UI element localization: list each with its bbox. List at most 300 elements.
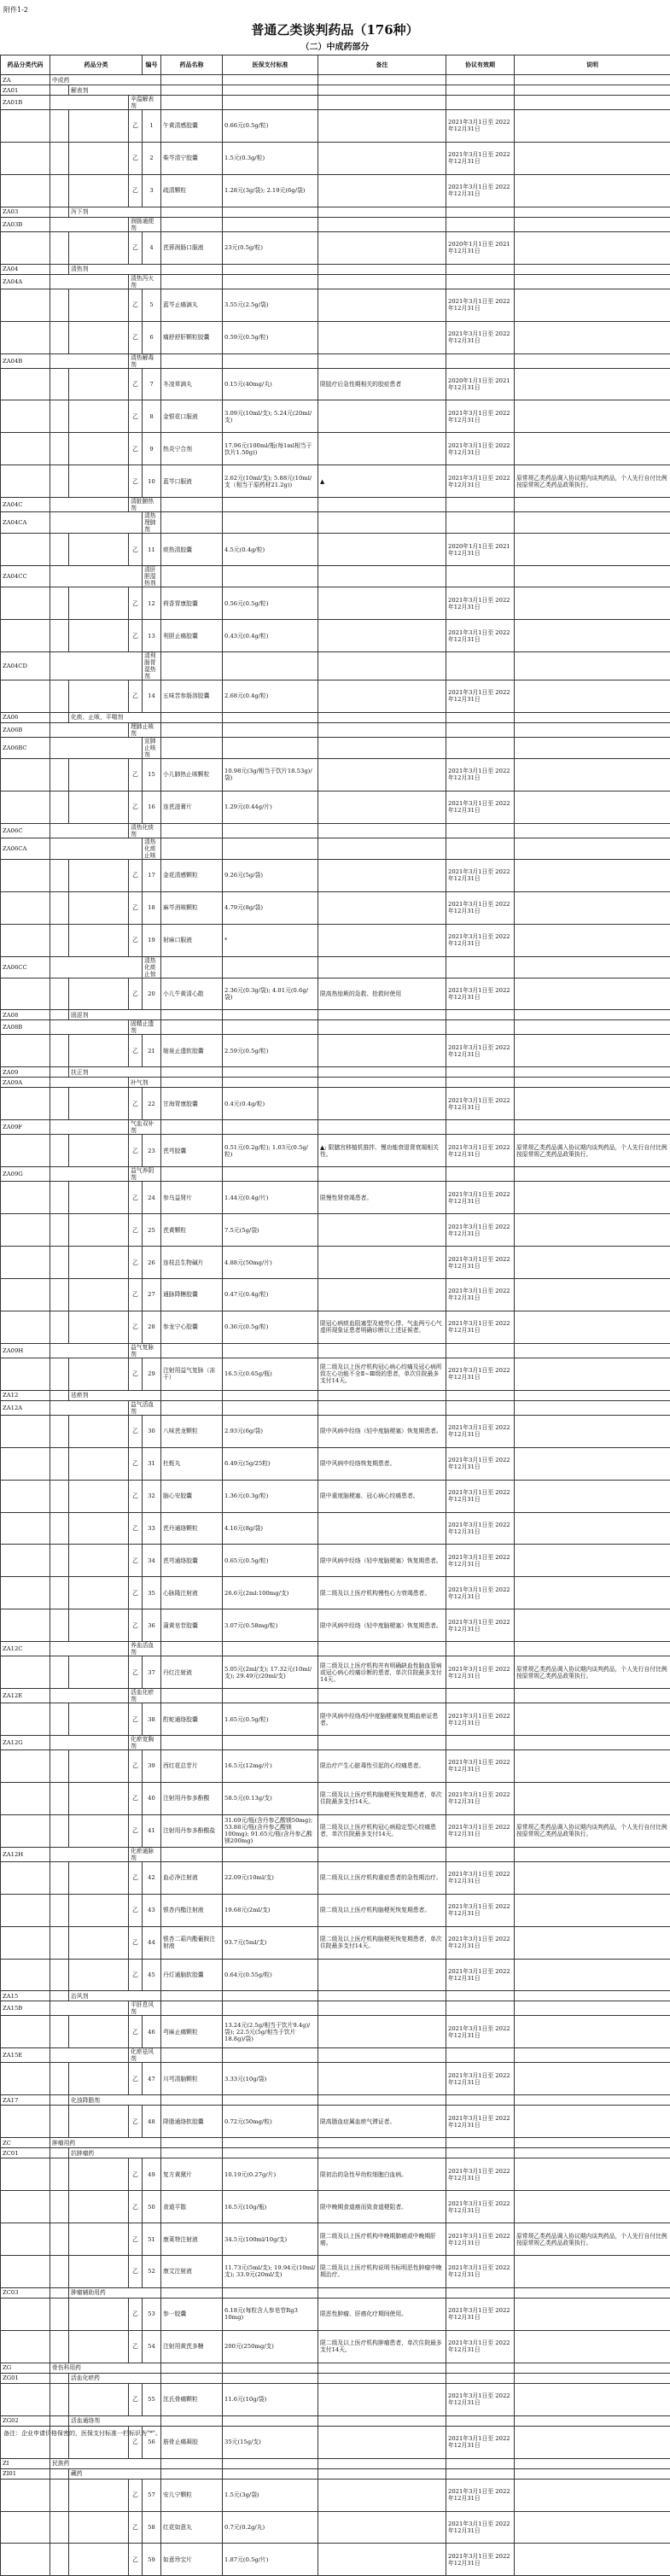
table-cell xyxy=(318,274,446,289)
table-cell: 清热剂 xyxy=(69,264,161,274)
table-cell: 限二级及以上医疗机构慢性心力衰竭患者。 xyxy=(318,1577,446,1609)
table-cell: ZA12C xyxy=(1,1642,50,1656)
table-cell: ZA01B xyxy=(1,96,50,110)
table-cell: 芪芎胶囊 xyxy=(161,1135,223,1167)
table-cell xyxy=(69,1447,129,1480)
table-cell: 清热泻火剂 xyxy=(129,274,161,289)
table-cell xyxy=(223,75,318,85)
table-cell xyxy=(318,956,446,978)
table-cell: 乙 xyxy=(129,321,143,353)
table-cell: ZA08 xyxy=(1,1010,50,1020)
table-cell xyxy=(515,1926,670,1959)
table-cell xyxy=(69,1703,129,1736)
table-row xyxy=(1,1167,670,1182)
table-cell xyxy=(446,75,515,85)
table-row xyxy=(1,1609,670,1642)
table-cell: 31 xyxy=(143,1447,161,1480)
table-cell: 原常规乙类药品调入协议期内谈判药品，个人先行自付比例按原常规乙类药品政策执行。 xyxy=(515,1135,670,1167)
table-cell: 乙 xyxy=(129,110,143,143)
table-cell xyxy=(446,1067,515,1078)
table-cell: 27 xyxy=(143,1278,161,1311)
table-row xyxy=(1,2191,670,2223)
table-cell: 食道平散 xyxy=(161,2191,223,2223)
table-cell xyxy=(318,2287,446,2298)
table-cell xyxy=(1,110,50,143)
table-cell xyxy=(515,1247,670,1279)
table-cell: 乙 xyxy=(129,1782,143,1814)
table-cell xyxy=(69,2191,129,2223)
table-cell: 血必净注射液 xyxy=(161,1861,223,1894)
table-cell: 49 xyxy=(143,2158,161,2191)
table-row xyxy=(1,1814,670,1847)
table-cell xyxy=(515,1400,670,1415)
table-cell xyxy=(69,1088,129,1120)
table-cell: 益气复脉剂 xyxy=(129,1343,161,1358)
table-cell: 乙 xyxy=(129,680,143,712)
table-cell xyxy=(50,1480,69,1512)
table-cell: 清热理肺剂 xyxy=(143,512,161,534)
table-cell xyxy=(318,722,446,737)
table-cell xyxy=(318,1067,446,1078)
table-cell xyxy=(161,566,223,587)
header-remark: 备注 xyxy=(318,55,446,75)
table-cell: 乙 xyxy=(129,465,143,498)
table-cell xyxy=(1,1750,50,1783)
table-cell xyxy=(1,465,50,498)
table-cell xyxy=(69,2544,129,2576)
table-cell: 限冠心病痰血阻塞型及疲劳心悸、气血两亏心气虚所现象证患者明确诊断以上述证候者。 xyxy=(318,1311,446,1343)
table-cell xyxy=(69,1135,129,1167)
table-cell xyxy=(515,1577,670,1609)
table-cell xyxy=(223,2287,318,2298)
table-row xyxy=(1,722,670,737)
table-cell xyxy=(223,956,318,978)
table-cell: 2021年3月1日至 2022年12月31日 xyxy=(446,289,515,321)
table-cell xyxy=(318,289,446,321)
table-cell xyxy=(50,1991,69,2001)
table-row xyxy=(1,2468,670,2479)
table-cell xyxy=(318,891,446,924)
table-cell xyxy=(1,978,50,1010)
table-cell: 金花清感颗粒 xyxy=(161,859,223,891)
table-cell xyxy=(1,2063,50,2095)
table-cell xyxy=(515,2544,670,2576)
table-cell: 原常规乙类药品调入协议期内谈判药品，个人先行自付比例按原常规乙类药品政策执行。 xyxy=(515,1656,670,1689)
table-cell: 乙 xyxy=(129,1959,143,1991)
table-cell: 清热化痰止惊 xyxy=(143,956,161,978)
header-number: 编号 xyxy=(143,55,161,75)
table-cell xyxy=(50,1847,129,1861)
table-row xyxy=(1,207,670,217)
table-cell xyxy=(515,2158,670,2191)
table-cell: 59 xyxy=(143,2544,161,2576)
table-cell xyxy=(318,1167,446,1182)
table-cell: 限中重度脑梗塞、冠心病心绞痛患者。 xyxy=(318,1480,446,1512)
table-cell xyxy=(223,1078,318,1088)
table-cell: 限二级及以上医疗机构中晚期肺癌或中晚期肝癌。 xyxy=(318,2223,446,2256)
table-cell: 7.5元(5g/袋) xyxy=(223,1214,318,1247)
table-cell xyxy=(515,2148,670,2158)
table-cell xyxy=(161,1642,223,1656)
table-cell: 连芪滋膏片 xyxy=(161,791,223,823)
table-cell xyxy=(1,1358,50,1390)
table-cell: 乙 xyxy=(129,534,143,566)
table-cell xyxy=(50,2106,69,2138)
table-cell: ZA06CA xyxy=(1,838,50,859)
table-cell xyxy=(318,859,446,891)
table-cell: 2021年3月1日至 2022年12月31日 xyxy=(446,859,515,891)
table-cell: 5 xyxy=(143,289,161,321)
table-cell xyxy=(515,142,670,174)
table-cell: 2.68元(0.4g/粒) xyxy=(223,680,318,712)
table-cell xyxy=(446,2048,515,2063)
table-cell: 限二级及以上医疗机构冠心病心绞痛及冠心病所致左心功能不全Ⅱ~Ⅲ级的患者，单次住院最多支付14天。 xyxy=(318,1358,446,1390)
table-cell: 0.59元(0.5g/粒) xyxy=(223,321,318,353)
table-cell xyxy=(223,1020,318,1035)
table-cell xyxy=(446,2363,515,2373)
table-cell xyxy=(69,2106,129,2138)
table-cell xyxy=(50,1020,129,1035)
table-cell: 35元(15g/支) xyxy=(223,2426,318,2458)
table-cell xyxy=(1,587,50,620)
table-cell: ZA06 xyxy=(1,712,50,722)
table-cell xyxy=(1,142,50,174)
table-cell: 乙 xyxy=(129,1135,143,1167)
table-cell xyxy=(161,651,223,680)
table-cell: 2021年3月1日至 2022年12月31日 xyxy=(446,433,515,465)
table-cell: ZI xyxy=(1,2458,50,2468)
table-cell: 乙 xyxy=(129,2191,143,2223)
table-cell xyxy=(515,651,670,680)
table-cell xyxy=(446,498,515,512)
table-row xyxy=(1,1656,670,1689)
table-cell xyxy=(515,2106,670,2138)
table-cell xyxy=(318,651,446,680)
table-cell xyxy=(318,2363,446,2373)
table-cell: 28 xyxy=(143,1311,161,1343)
table-cell xyxy=(515,2095,670,2106)
table-row xyxy=(1,1736,670,1750)
table-cell xyxy=(1,1577,50,1609)
table-cell: 乙 xyxy=(129,2106,143,2138)
table-cell: 乙 xyxy=(129,587,143,620)
table-cell: 参乌益肾片 xyxy=(161,1182,223,1214)
table-cell: 51 xyxy=(143,2223,161,2256)
table-cell xyxy=(50,1247,69,1279)
table-cell xyxy=(50,2001,129,2016)
table-cell xyxy=(69,174,129,207)
table-cell: 芪蓉润肠口服液 xyxy=(161,231,223,264)
table-cell: 2021年3月1日至 2022年12月31日 xyxy=(446,1358,515,1390)
table-cell: 限二级及以上医疗机构并有明确缺血性脑血管病或冠心病心绞痛诊断的患者，单次住院最多支付14天。 xyxy=(318,1656,446,1689)
table-cell: 2021年3月1日至 2022年12月31日 xyxy=(446,2544,515,2576)
table-cell xyxy=(161,2468,223,2479)
table-cell xyxy=(318,1959,446,1991)
table-cell xyxy=(50,1750,69,1783)
table-cell xyxy=(50,651,143,680)
table-cell xyxy=(318,2373,446,2383)
table-cell xyxy=(446,353,515,368)
table-cell: 18 xyxy=(143,891,161,924)
table-cell: 乙 xyxy=(129,1926,143,1959)
table-cell xyxy=(50,1182,69,1214)
table-cell xyxy=(161,956,223,978)
table-cell: 2021年3月1日至 2022年12月31日 xyxy=(446,1135,515,1167)
table-row xyxy=(1,2256,670,2288)
table-cell xyxy=(50,2373,69,2383)
table-row xyxy=(1,1067,670,1078)
table-cell xyxy=(69,1182,129,1214)
table-cell: 乙 xyxy=(129,289,143,321)
table-cell: 如意珍宝片 xyxy=(161,2544,223,2576)
table-cell xyxy=(50,924,69,956)
table-cell: 连枝总生物碱片 xyxy=(161,1247,223,1279)
table-cell xyxy=(515,924,670,956)
table-cell: 2021年3月1日至 2022年12月31日 xyxy=(446,1545,515,1577)
table-cell: 26 xyxy=(143,1247,161,1279)
table-cell: 17.96元(100ml/瓶(每1ml相当于饮片1.50g)) xyxy=(223,433,318,465)
table-cell: 乙 xyxy=(129,368,143,400)
table-cell xyxy=(50,534,69,566)
table-cell: 乙 xyxy=(129,231,143,264)
table-cell: 2021年3月1日至 2022年12月31日 xyxy=(446,142,515,174)
table-cell: 民族药 xyxy=(50,2458,161,2468)
table-cell xyxy=(50,1959,69,1991)
table-cell xyxy=(69,2158,129,2191)
table-cell: 活血化瘀剂 xyxy=(129,1689,161,1703)
table-row xyxy=(1,1991,670,2001)
table-cell xyxy=(446,2001,515,2016)
table-cell: 4.5元(0.4g/粒) xyxy=(223,534,318,566)
table-cell xyxy=(446,1847,515,1861)
table-cell: 辛温解表剂 xyxy=(129,96,161,110)
table-cell: 53 xyxy=(143,2298,161,2330)
table-cell xyxy=(50,2063,69,2095)
table-row xyxy=(1,142,670,174)
table-row xyxy=(1,1247,670,1279)
table-cell: 0.56元(0.5g/粒) xyxy=(223,587,318,620)
table-cell: 2021年3月1日至 2022年12月31日 xyxy=(446,1214,515,1247)
table-cell xyxy=(69,791,129,823)
table-cell: 乙 xyxy=(129,2383,143,2415)
table-cell xyxy=(318,1278,446,1311)
table-cell: 限中风病中经络/轻中度脑梗塞恢复期血瘀证患者。 xyxy=(318,1703,446,1736)
table-cell xyxy=(50,217,129,231)
table-cell xyxy=(1,1480,50,1512)
table-cell xyxy=(318,1078,446,1088)
table-cell xyxy=(318,2148,446,2158)
table-cell xyxy=(1,620,50,652)
table-cell: 42 xyxy=(143,1861,161,1894)
table-cell xyxy=(223,2148,318,2158)
table-cell xyxy=(161,2148,223,2158)
table-cell: 2021年3月1日至 2022年12月31日 xyxy=(446,2298,515,2330)
table-cell xyxy=(1,2158,50,2191)
table-cell: 原常规乙类药品调入协议期内谈判药品，个人先行自付比例按原常规乙类药品政策执行。 xyxy=(515,465,670,498)
table-cell xyxy=(69,1035,129,1067)
table-cell xyxy=(318,1991,446,2001)
table-cell xyxy=(1,1814,50,1847)
table-cell xyxy=(1,400,50,433)
table-cell: 2021年3月1日至 2022年12月31日 xyxy=(446,2223,515,2256)
table-row xyxy=(1,1750,670,1783)
table-row xyxy=(1,1480,670,1512)
table-cell: 2021年3月1日至 2022年12月31日 xyxy=(446,2063,515,2095)
table-cell: 8 xyxy=(143,400,161,433)
table-cell xyxy=(161,274,223,289)
table-cell xyxy=(223,85,318,96)
table-cell xyxy=(50,2223,69,2256)
table-cell xyxy=(446,1689,515,1703)
table-cell xyxy=(515,207,670,217)
table-cell: 0.36元(0.5g/粒) xyxy=(223,1311,318,1343)
table-row xyxy=(1,1311,670,1343)
table-cell xyxy=(446,217,515,231)
table-cell: 5.05元(2ml/支); 17.32元(10ml/支); 29.49元(20ml/支) xyxy=(223,1656,318,1689)
table-cell: 2021年3月1日至 2022年12月31日 xyxy=(446,2383,515,2415)
table-cell xyxy=(50,2544,69,2576)
table-cell: 1.36元(0.3g/粒) xyxy=(223,1480,318,1512)
table-row xyxy=(1,791,670,823)
table-cell: 10.19元(0.27g/片) xyxy=(223,2158,318,2191)
table-cell: 2021年3月1日至 2022年12月31日 xyxy=(446,321,515,353)
table-cell xyxy=(161,75,223,85)
table-cell xyxy=(161,1847,223,1861)
table-cell xyxy=(161,207,223,217)
table-cell xyxy=(69,142,129,174)
table-cell xyxy=(515,1120,670,1135)
table-cell: 乙 xyxy=(129,1035,143,1067)
table-cell xyxy=(50,791,69,823)
table-cell xyxy=(50,85,69,96)
table-cell: 2021年3月1日至 2022年12月31日 xyxy=(446,2191,515,2223)
table-cell xyxy=(1,1247,50,1279)
table-cell: 限治疗产生心脏毒性引起的心绞痛患者。 xyxy=(318,1750,446,1783)
table-cell: 乙 xyxy=(129,1247,143,1279)
table-cell: 脑心安胶囊 xyxy=(161,1480,223,1512)
table-cell xyxy=(50,758,69,791)
table-cell xyxy=(50,1703,69,1736)
table-cell: 24 xyxy=(143,1182,161,1214)
table-cell xyxy=(515,1035,670,1067)
table-cell: 乙 xyxy=(129,2511,143,2544)
table-cell xyxy=(161,1343,223,1358)
table-cell xyxy=(69,2016,129,2048)
table-cell: 26.6元(2ml:100mg/支) xyxy=(223,1577,318,1609)
table-cell xyxy=(318,321,446,353)
table-row xyxy=(1,217,670,231)
table-cell xyxy=(446,85,515,96)
table-cell: 2021年3月1日至 2022年12月31日 xyxy=(446,1609,515,1642)
table-row xyxy=(1,2363,670,2373)
table-row xyxy=(1,1642,670,1656)
table-row xyxy=(1,1135,670,1167)
table-cell: 19 xyxy=(143,924,161,956)
table-cell xyxy=(50,96,129,110)
table-cell xyxy=(318,2458,446,2468)
table-cell xyxy=(50,1545,69,1577)
table-cell xyxy=(1,1926,50,1959)
table-cell: 2.36元(0.3g/袋); 4.01元(0.6g/袋) xyxy=(223,978,318,1010)
table-cell xyxy=(161,712,223,722)
table-cell xyxy=(318,1247,446,1279)
table-cell xyxy=(1,924,50,956)
table-cell: 52 xyxy=(143,2256,161,2288)
table-cell xyxy=(69,2256,129,2288)
table-row xyxy=(1,231,670,264)
table-cell xyxy=(515,791,670,823)
table-row xyxy=(1,956,670,978)
table-cell xyxy=(515,680,670,712)
table-cell: 2.62元(10ml/支); 5.88元(10ml/支（相当于原药材21.2g)) xyxy=(223,465,318,498)
table-cell xyxy=(50,2298,69,2330)
table-cell: 93.7元(5ml/支) xyxy=(223,1926,318,1959)
table-row xyxy=(1,1782,670,1814)
table-cell xyxy=(515,2016,670,2048)
table-cell xyxy=(161,2138,223,2148)
table-cell: 2020年1月1日至 2021年12月31日 xyxy=(446,231,515,264)
table-row xyxy=(1,620,670,652)
table-cell xyxy=(515,85,670,96)
table-cell xyxy=(515,2511,670,2544)
table-cell xyxy=(1,1278,50,1311)
table-cell xyxy=(50,1078,129,1088)
table-cell: 2021年3月1日至 2022年12月31日 xyxy=(446,1512,515,1545)
table-cell: 6.49元(5g/25粒) xyxy=(223,1447,318,1480)
table-cell xyxy=(161,2373,223,2383)
table-cell xyxy=(318,1689,446,1703)
table-cell xyxy=(515,722,670,737)
table-cell xyxy=(69,1750,129,1783)
table-row xyxy=(1,321,670,353)
table-cell xyxy=(161,85,223,96)
table-cell: 55 xyxy=(143,2383,161,2415)
table-row xyxy=(1,96,670,110)
table-row xyxy=(1,924,670,956)
table-cell xyxy=(69,1214,129,1247)
table-cell xyxy=(161,2048,223,2063)
table-cell: 乙 xyxy=(129,1415,143,1447)
table-cell: 限中晚期食道癌而致食道梗阻者。 xyxy=(318,2191,446,2223)
table-cell: 16.5元(12mg/片) xyxy=(223,1750,318,1783)
table-cell xyxy=(515,1782,670,1814)
table-row xyxy=(1,1959,670,1991)
table-cell xyxy=(223,838,318,859)
table-cell: 气血双补剂 xyxy=(129,1120,161,1135)
table-cell xyxy=(69,758,129,791)
table-cell xyxy=(515,859,670,891)
table-cell xyxy=(318,1847,446,1861)
table-cell xyxy=(50,400,69,433)
table-cell: 3.07元(0.58mg/粒) xyxy=(223,1609,318,1642)
table-cell: 清热解毒剂 xyxy=(129,353,161,368)
table-cell: 注射用黄芪多糖 xyxy=(161,2330,223,2363)
table-cell xyxy=(69,2511,129,2544)
table-row xyxy=(1,400,670,433)
table-cell: 冬凌草滴丸 xyxy=(161,368,223,400)
table-cell: 乙 xyxy=(129,1088,143,1120)
table-cell: 乙 xyxy=(129,1545,143,1577)
table-cell: ZA04A xyxy=(1,274,50,289)
table-cell xyxy=(69,110,129,143)
table-row xyxy=(1,1447,670,1480)
table-cell xyxy=(50,1010,69,1020)
table-cell: 34.5元(100ml/10g/支) xyxy=(223,2223,318,2256)
table-cell xyxy=(50,1214,69,1247)
table-cell xyxy=(318,75,446,85)
table-cell: ZA06CC xyxy=(1,956,50,978)
table-cell: 小儿肺热止咳颗粒 xyxy=(161,758,223,791)
